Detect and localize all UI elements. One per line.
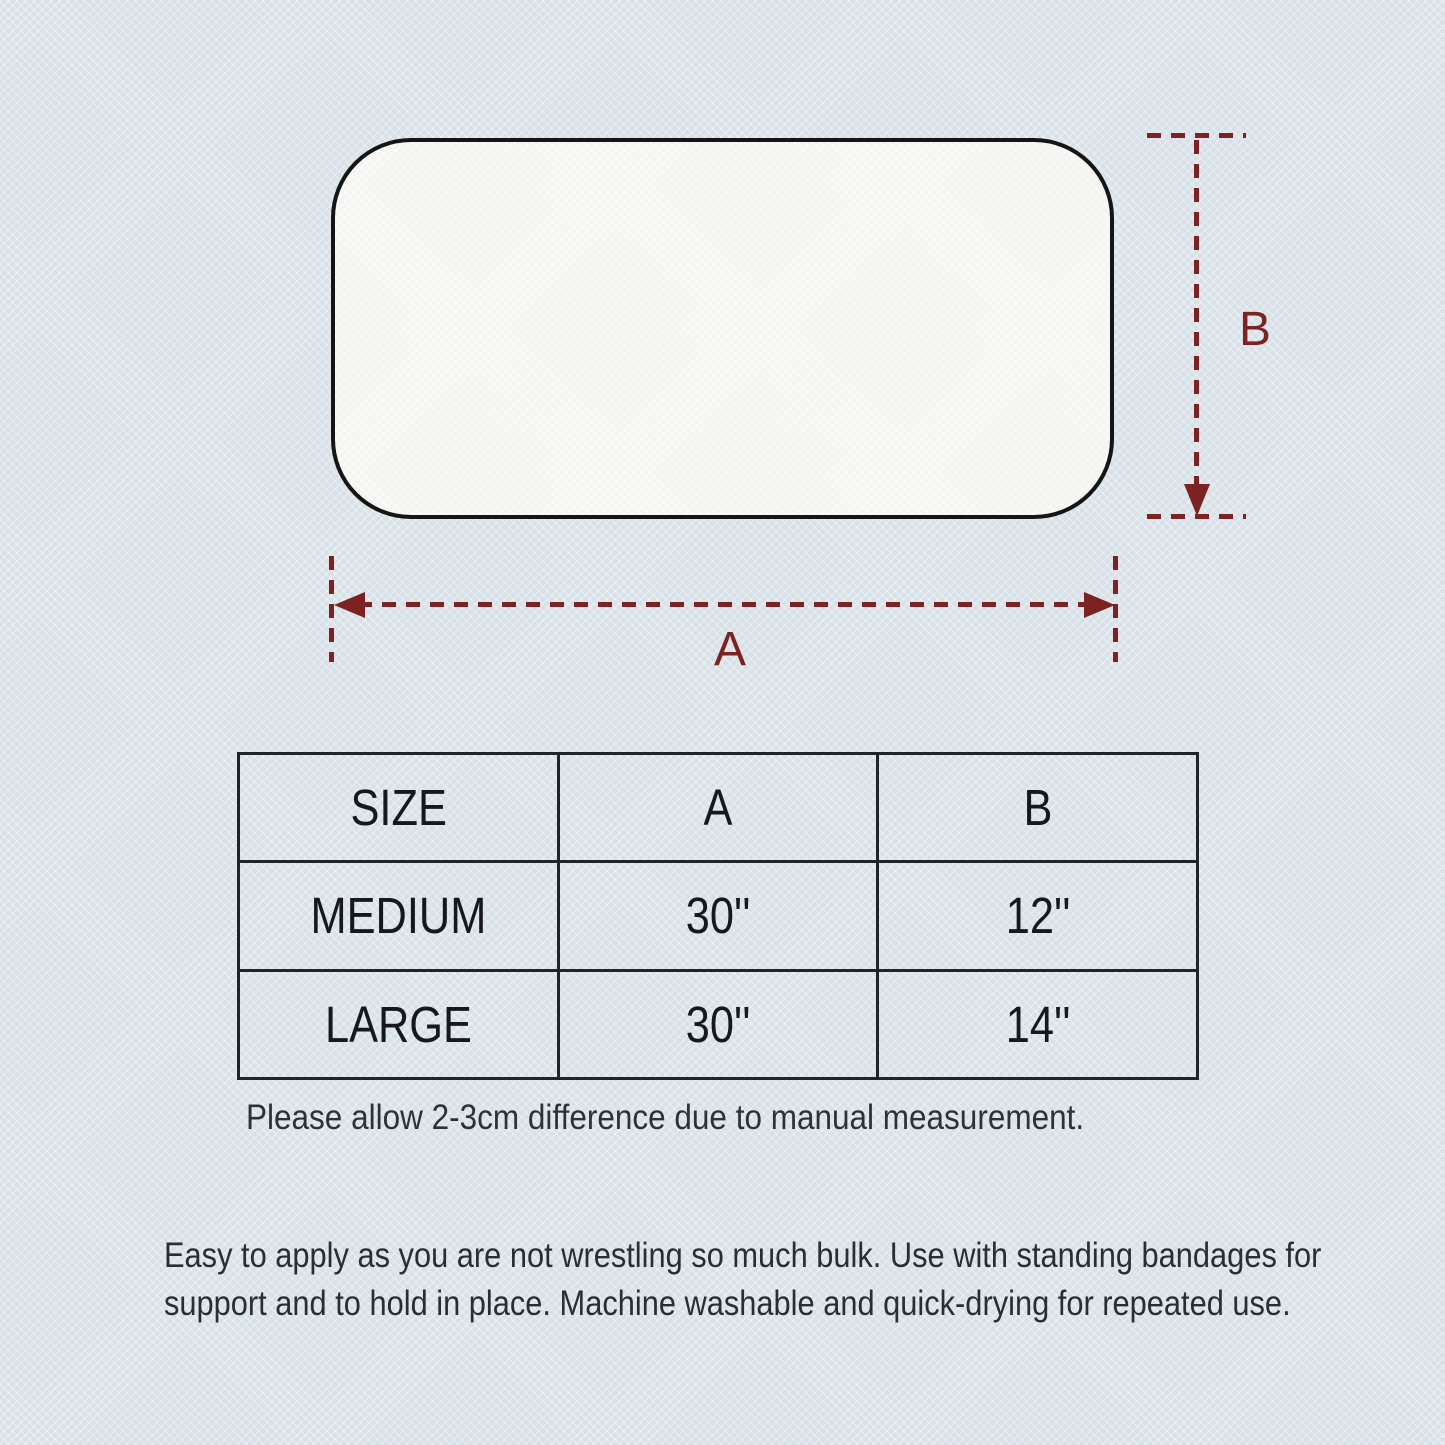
dimension-a-label: A (713, 623, 746, 676)
size-table-header-size: SIZE (239, 754, 559, 862)
dimension-a-line (358, 602, 1090, 607)
cell-medium-a: 30'' (558, 862, 878, 970)
size-table-header-b: B (878, 754, 1198, 862)
dimension-b-top-tick (1147, 133, 1246, 138)
size-table-row-large (239, 970, 1198, 1078)
size-table-header-a: A (558, 754, 878, 862)
size-table-row-medium (239, 862, 1198, 970)
dimension-a-arrow-left-icon (334, 592, 365, 618)
dimension-b-bottom-tick (1147, 514, 1246, 519)
size-table-header-row (239, 754, 1198, 862)
cell-medium-size: MEDIUM (239, 862, 559, 970)
dimension-a-arrow-right-icon (1084, 592, 1115, 618)
dimension-b-arrow-down-icon (1184, 484, 1210, 516)
cell-large-size: LARGE (239, 970, 559, 1078)
cell-large-b: 14'' (878, 970, 1198, 1078)
dimension-b-label: B (1238, 303, 1271, 356)
dimension-b-line (1194, 140, 1199, 488)
size-table (237, 752, 1199, 1080)
product-shape (331, 138, 1114, 519)
cell-large-a: 30'' (558, 970, 878, 1078)
measurement-note: Please allow 2-3cm difference due to manual measurement. (246, 1098, 1085, 1137)
product-description: Easy to apply as you are not wrestling so much bulk. Use with standing bandages for support and to hold in place. Machine washable and quick-drying for repeated use. (164, 1236, 1322, 1323)
cell-medium-b: 12'' (878, 862, 1198, 970)
